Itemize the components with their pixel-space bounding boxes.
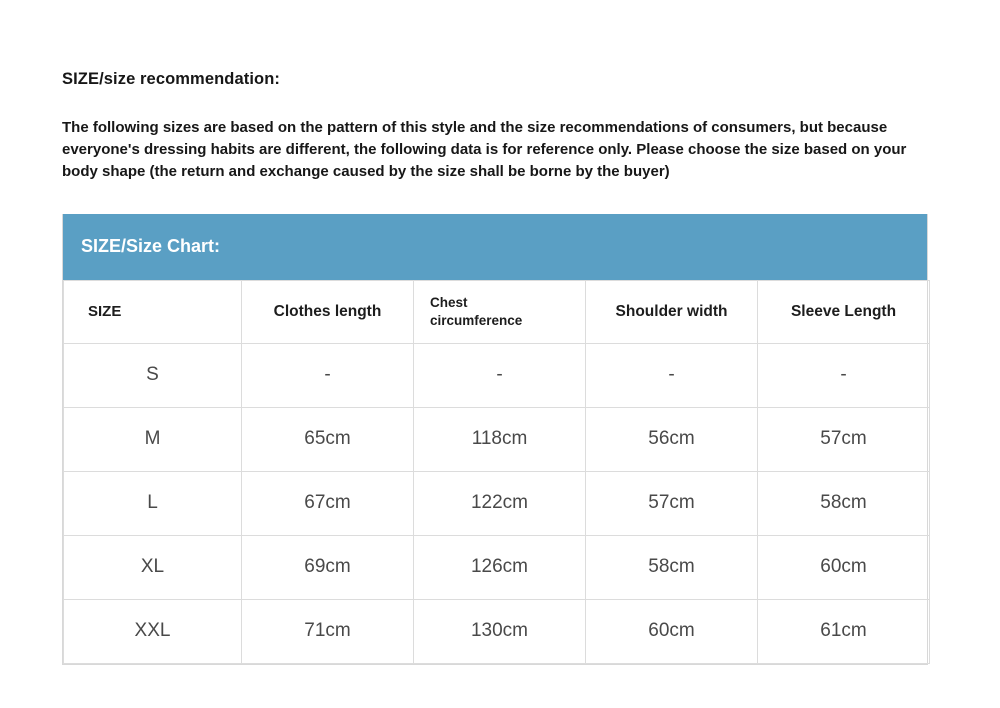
table-row <box>64 343 930 407</box>
column-header-chest-line2: circumference <box>430 312 523 328</box>
cell-sleeve: - <box>758 343 930 407</box>
column-header-chest-line1: Chest <box>430 295 468 311</box>
intro-paragraph: The following sizes are based on the pattern of this style and the size recommendations of consumers, but because everyone's dressing habits are different, the following data is for reference only. Please choose the size based on your body shape (the return and exchange caused by the size shall be borne by the buyer) <box>62 119 907 181</box>
cell-chest: 122cm <box>414 471 586 535</box>
size-chart-table <box>63 280 930 664</box>
cell-clothes-length: 65cm <box>242 407 414 471</box>
table-row <box>64 471 930 535</box>
table-row <box>64 599 930 663</box>
cell-size: S <box>64 343 242 407</box>
cell-chest: - <box>414 343 586 407</box>
cell-shoulder: 60cm <box>586 599 758 663</box>
column-header-sleeve-length: Sleeve Length <box>758 280 930 343</box>
page-title: SIZE/size recommendation: <box>62 70 280 88</box>
cell-sleeve: 60cm <box>758 535 930 599</box>
cell-shoulder: 57cm <box>586 471 758 535</box>
size-chart-banner <box>63 214 927 280</box>
cell-size: L <box>64 471 242 535</box>
cell-clothes-length: 71cm <box>242 599 414 663</box>
cell-size: XL <box>64 535 242 599</box>
cell-shoulder: 56cm <box>586 407 758 471</box>
cell-clothes-length: 69cm <box>242 535 414 599</box>
column-header-chest-circumference <box>414 280 586 343</box>
cell-chest: 130cm <box>414 599 586 663</box>
size-chart-banner-label: SIZE/Size Chart: <box>81 236 221 257</box>
table-row <box>64 535 930 599</box>
column-header-clothes-length: Clothes length <box>242 280 414 343</box>
column-header-shoulder-width: Shoulder width <box>586 280 758 343</box>
cell-clothes-length: 67cm <box>242 471 414 535</box>
cell-chest: 118cm <box>414 407 586 471</box>
cell-size: XXL <box>64 599 242 663</box>
size-chart-table-container <box>62 214 928 665</box>
table-row <box>64 407 930 471</box>
cell-clothes-length: - <box>242 343 414 407</box>
cell-shoulder: 58cm <box>586 535 758 599</box>
cell-sleeve: 57cm <box>758 407 930 471</box>
cell-shoulder: - <box>586 343 758 407</box>
column-header-size: SIZE <box>64 280 242 343</box>
cell-size: M <box>64 407 242 471</box>
cell-sleeve: 58cm <box>758 471 930 535</box>
table-header-row <box>64 280 930 343</box>
cell-sleeve: 61cm <box>758 599 930 663</box>
cell-chest: 126cm <box>414 535 586 599</box>
